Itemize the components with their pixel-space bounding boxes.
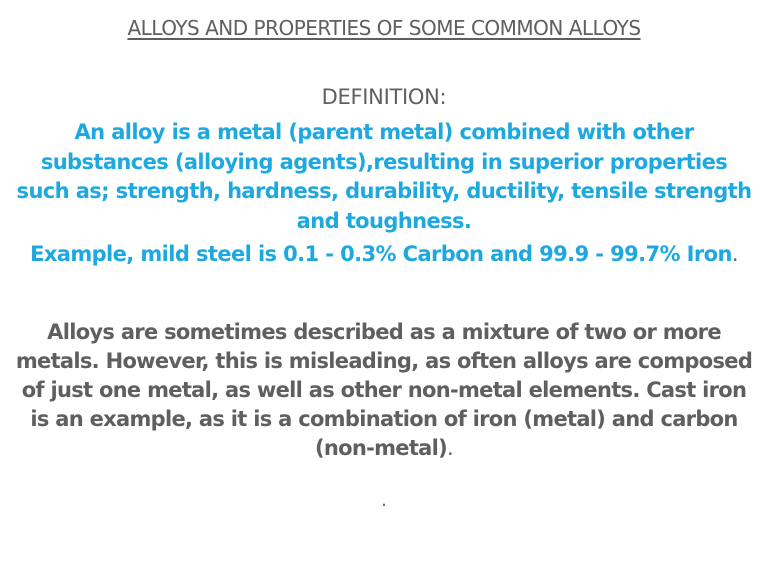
body-period: . <box>447 436 454 460</box>
definition-text: An alloy is a metal (parent metal) combined with other substances (alloying agents),resulting in superior properties such as; strength, hardness, durability, ductility, tensile strength and toughness. <box>16 120 752 233</box>
slide-title: ALLOYS AND PROPERTIES OF SOME COMMON ALLOYS <box>127 16 641 40</box>
example-paragraph <box>14 240 754 270</box>
example-text: Example, mild steel is 0.1 - 0.3% Carbon and 99.9 - 99.7% Iron <box>30 242 732 266</box>
body-paragraph <box>10 318 758 463</box>
example-period: . <box>731 242 738 266</box>
definition-heading: DEFINITION: <box>321 85 447 109</box>
trailing-mark: . <box>381 490 387 511</box>
body-text: Alloys are sometimes described as a mixture of two or more metals. However, this is misleading, as often alloys are composed of just one metal, as well as other non-metal elements. Cast iron is an example, as it is a combination of iron (metal) and carbon (non-metal) <box>15 320 753 460</box>
